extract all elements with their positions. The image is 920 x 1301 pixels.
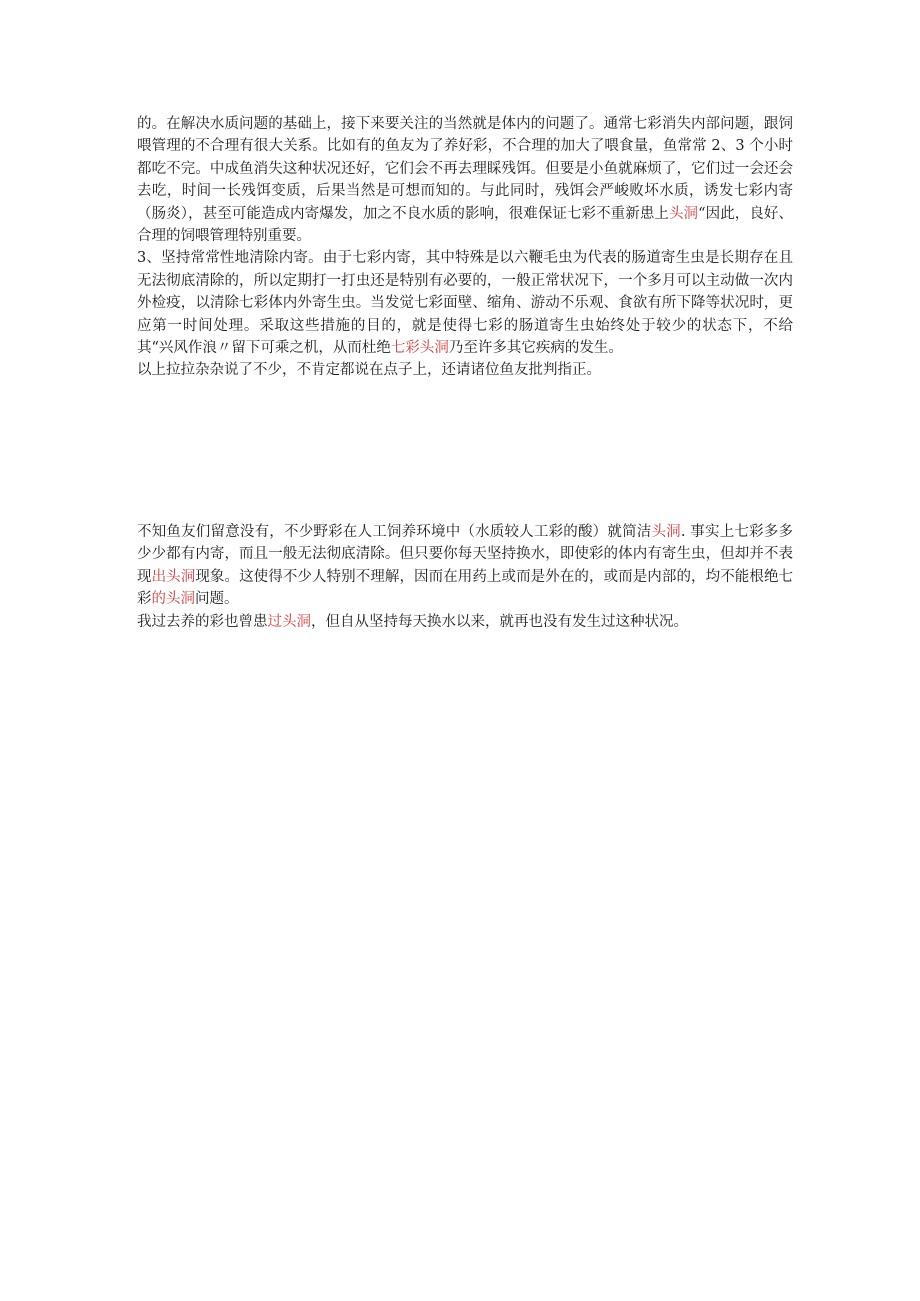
text-run: 的。在解决水质问题的基础上，接下来要关注的当然就是体内的问题了。通常七彩消失内部问题，跟饲喂管理的不合理有很大关系。比如有的鱼友为了养好彩，不合理的加大了喂食量，鱼常常 2、3 个小时都吃不完。中成鱼消失这种状况还好，它们会不再去理睬残饵。但要是小鱼就麻烦了，它们过一会还会去吃，时间一长残饵变质，后果当然是可想而知的。与此同时，残饵会严峻败坏水质，诱发七彩内寄（肠炎），甚至可能造成内寄爆发，加之不良水质的影响，很难保证七彩不重新患上 — [137, 116, 793, 222]
text-run: . 事实上七彩多多少少都有内寄，而且一般无法彻底清除。但只要你每天坚持换水，即使彩的体内有寄生虫，但却并不表现 — [137, 524, 794, 585]
highlighted-term: 七彩头洞 — [390, 340, 449, 357]
highlighted-term: 的头洞 — [151, 591, 195, 608]
paragraph-closing-remark — [137, 359, 793, 381]
text-run: 问题。 — [195, 591, 239, 608]
highlighted-term: 头洞 — [668, 205, 699, 222]
highlighted-term: 出头洞 — [151, 568, 196, 585]
text-run: 以上拉拉杂杂说了不少，不肯定都说在点子上，还请诸位鱼友批判指正。 — [137, 362, 601, 379]
highlighted-term: 头洞 — [651, 524, 681, 540]
highlighted-term: 过头洞 — [267, 613, 311, 630]
paragraph-parasite-clearing — [137, 247, 793, 359]
text-section-1 — [137, 113, 793, 382]
text-run: 不知鱼友们留意没有，不少野彩在人工饲养环境中（水质较人工彩的酸）就简洁 — [137, 524, 652, 540]
paragraph-feeding-management — [137, 113, 793, 247]
text-run: 我过去养的彩也曾患 — [137, 613, 268, 630]
paragraph-water-change — [137, 611, 793, 633]
text-section-2 — [137, 521, 793, 633]
text-run: ，但自从坚持每天换水以来，就再也没有发生过这种状况。 — [311, 613, 688, 630]
paragraph-wild-discus — [137, 521, 793, 611]
text-run: 乃至许多其它疾病的发生。 — [448, 340, 623, 357]
text-run: 3、坚持常常性地清除内寄。由于七彩内寄，其中特殊是以六鞭毛虫为代表的肠道寄生虫是长期存在且无法彻底清除的，所以定期打一打虫还是特别有必要的，一般正常状况下，一个多月可以主动做一次内外检疫，以清除七彩体内外寄生虫。当发觉七彩面壁、缩角、游动不乐观、食欲有所下降等状况时，更应第一时间处理。采取这些措施的目的，就是使得七彩的肠道寄生虫始终处于较少的状态下，不给其“兴风作浪〃留下可乘之机，从而杜绝 — [137, 250, 793, 357]
text-run: 现象。这使得不少人特别不理解，因而在用药上或而是外在的，或而是内部的，均不能根绝七彩 — [137, 568, 794, 608]
text-run: “因此，良好、合理的饲喂管理特别重要。 — [137, 205, 793, 245]
